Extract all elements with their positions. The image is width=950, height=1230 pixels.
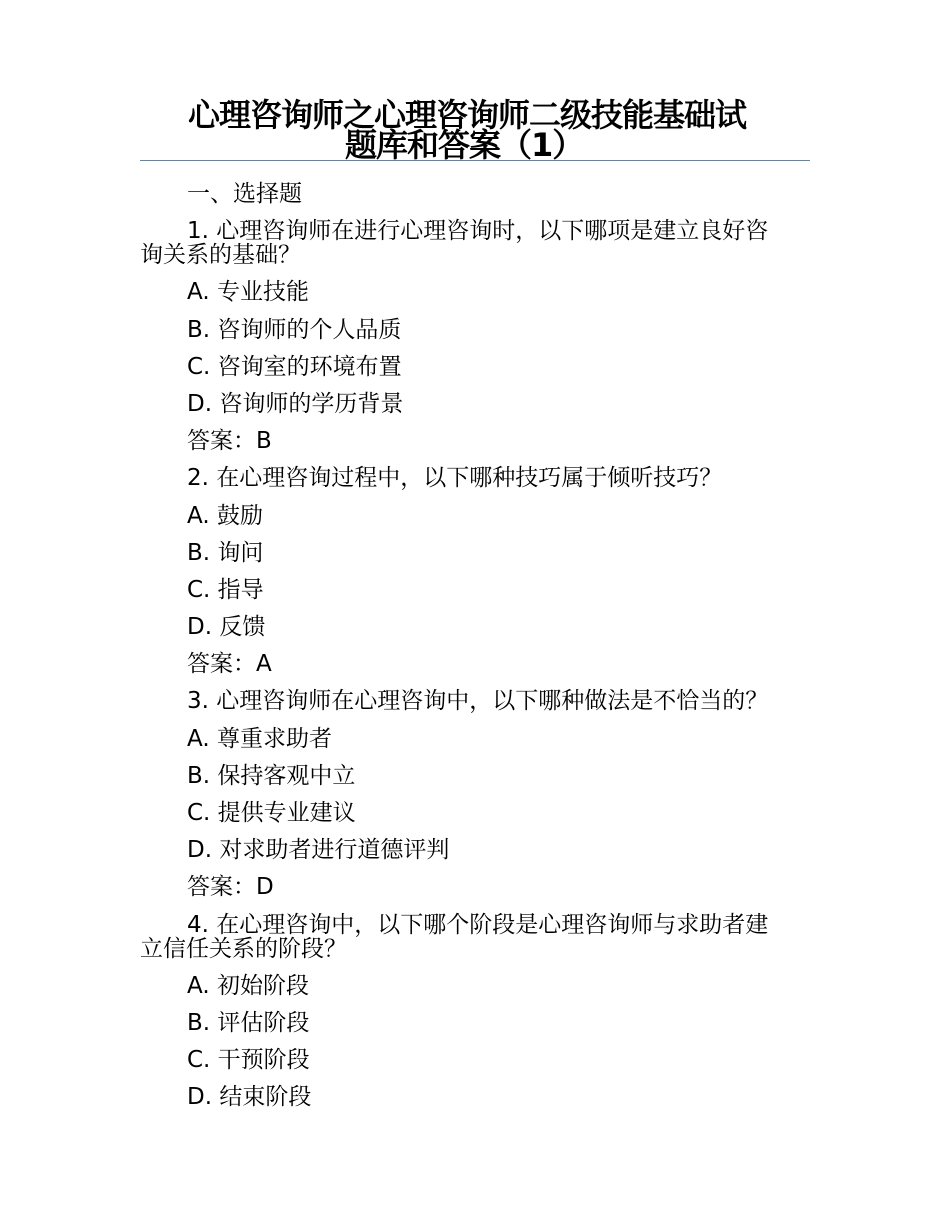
question-stem-line: 立信任关系的阶段？ <box>140 935 347 962</box>
question-stem-line: 1. 心理咨询师在进行心理咨询时，以下哪项是建立良好咨 <box>187 218 769 245</box>
question-1-option-b: B. 咨询师的个人品质 <box>187 316 402 343</box>
question-3-option-c: C. 提供专业建议 <box>187 800 356 826</box>
question-1-stem <box>140 213 810 274</box>
question-1-option-c: C. 咨询室的环境布置 <box>187 353 402 380</box>
question-3-stem: 3. 心理咨询师在心理咨询中，以下哪种做法是不恰当的？ <box>187 688 769 715</box>
question-2-option-c: C. 指导 <box>187 576 264 603</box>
title-divider <box>140 160 810 161</box>
question-2-option-a: A. 鼓励 <box>187 502 263 529</box>
question-3-option-d: D. 对求助者进行道德评判 <box>187 837 450 864</box>
question-4-option-a: A. 初始阶段 <box>187 972 309 999</box>
question-3-option-b: B. 保持客观中立 <box>187 762 356 789</box>
question-stem-line: 询关系的基础？ <box>140 242 301 269</box>
question-4-option-b: B. 评估阶段 <box>187 1009 310 1036</box>
title-line-2: 题库和答案（1） <box>345 126 584 164</box>
question-3-answer: 答案：D <box>187 874 274 901</box>
question-2-option-d: D. 反馈 <box>187 614 266 641</box>
question-1-answer: 答案：B <box>187 428 272 455</box>
question-4-stem <box>140 907 810 968</box>
question-stem-line: 4. 在心理咨询中，以下哪个阶段是心理咨询师与求助者建 <box>187 911 769 938</box>
section-heading: 一、选择题 <box>187 181 302 207</box>
question-2-answer: 答案：A <box>187 651 272 678</box>
question-4-option-d: D. 结束阶段 <box>187 1084 312 1111</box>
title-line-1: 心理咨询师之心理咨询师二级技能基础试 <box>188 96 747 134</box>
question-4-option-c: C. 干预阶段 <box>187 1047 310 1074</box>
question-1-option-d: D. 咨询师的学历背景 <box>187 390 404 417</box>
question-1-option-a: A. 专业技能 <box>187 279 309 306</box>
question-3-option-a: A. 尊重求助者 <box>187 725 332 752</box>
question-2-option-b: B. 询问 <box>187 539 264 566</box>
document-body <box>140 176 810 1117</box>
question-2-stem: 2. 在心理咨询过程中，以下哪种技巧属于倾听技巧？ <box>187 465 723 492</box>
document-title <box>140 96 810 164</box>
